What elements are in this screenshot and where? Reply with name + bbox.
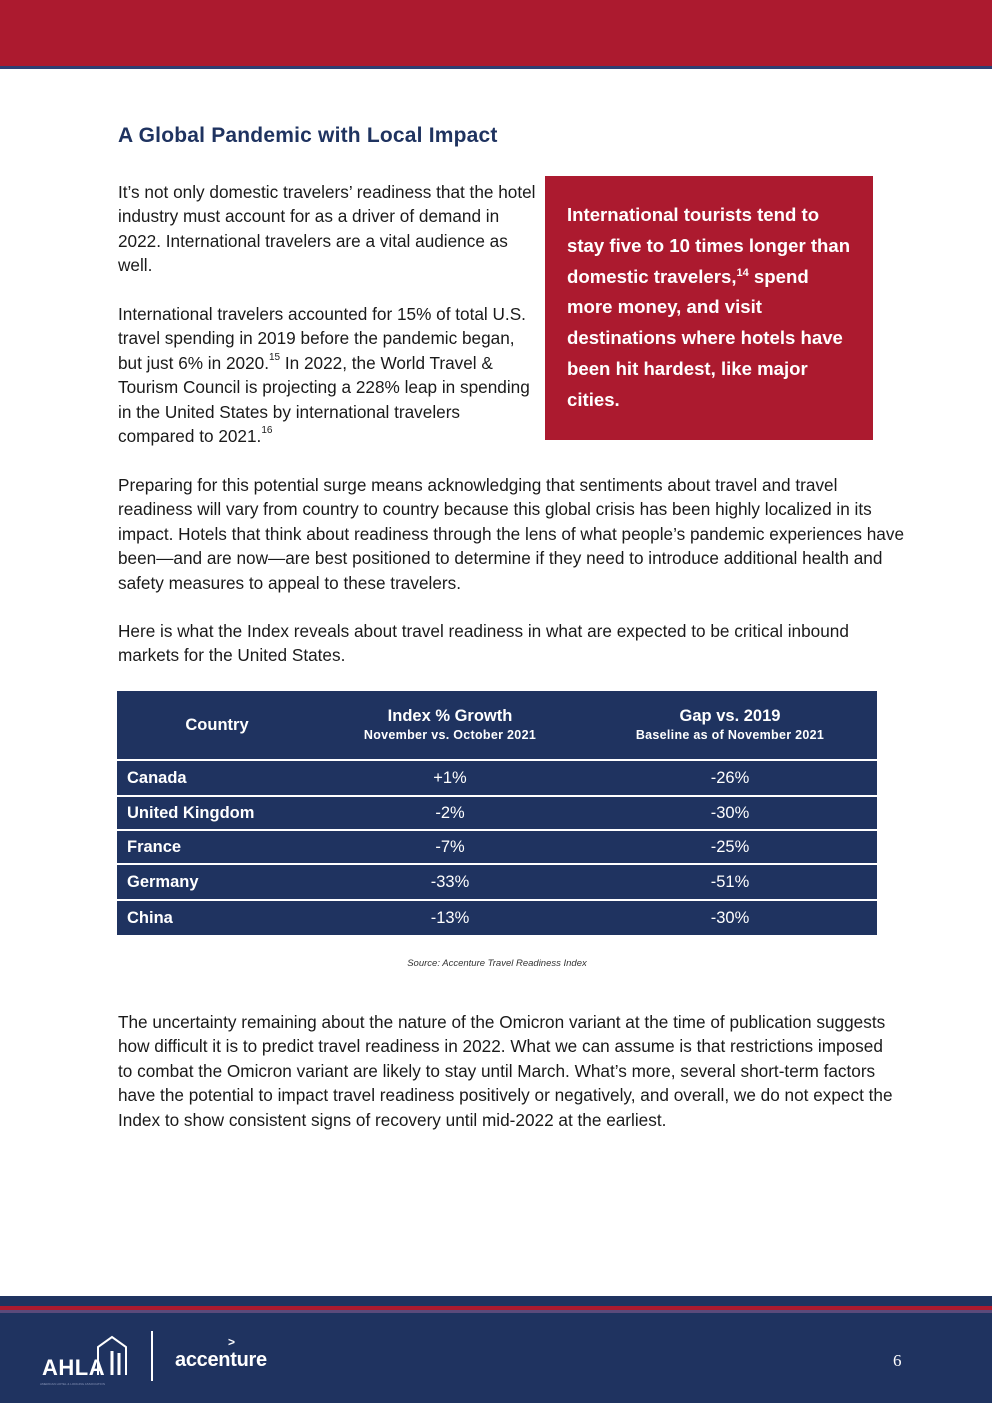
header-growth-label: Index % Growth (387, 707, 513, 725)
country-cell: United Kingdom (117, 795, 317, 829)
ahla-logo-text: AHLA (42, 1355, 106, 1380)
country-cell: China (117, 899, 317, 935)
growth-cell: -33% (317, 863, 583, 899)
spending-paragraph (118, 302, 538, 448)
callout-text-1: International tourists tend to stay five to 10 times longer than domestic travelers, (567, 204, 851, 287)
index-intro-paragraph: Here is what the Index reveals about travel readiness in what are expected to be critical inbound markets for the United States. (118, 621, 849, 666)
growth-cell: -13% (317, 899, 583, 935)
callout-text-2: spend more money, and visit destinations where hotels have been hit hardest, like major cities. (567, 265, 843, 410)
gap-cell: -30% (583, 899, 877, 935)
header-growth-sub: November vs. October 2021 (363, 728, 537, 742)
callout-text (567, 200, 851, 416)
table-header-row (117, 691, 877, 759)
header-gap-sub: Baseline as of November 2021 (635, 728, 825, 742)
accenture-chevron-icon: > (228, 1335, 235, 1349)
header-country (117, 691, 317, 759)
gap-cell: -51% (583, 863, 877, 899)
callout-box (545, 176, 873, 440)
table-row (117, 829, 877, 863)
footnote-ref-14: 14 (736, 266, 749, 279)
top-banner (0, 0, 992, 66)
gap-cell: -30% (583, 795, 877, 829)
gap-cell: -26% (583, 759, 877, 795)
country-cell: Germany (117, 863, 317, 899)
footnote-ref-15: 15 (268, 352, 281, 364)
accenture-logo (175, 1335, 267, 1372)
header-gap-label: Gap vs. 2019 (679, 707, 781, 725)
section-heading: A Global Pandemic with Local Impact (118, 124, 498, 147)
ahla-tagline: AMERICAN HOTEL & LODGING ASSOCIATION (40, 1382, 106, 1386)
page-footer (0, 1313, 992, 1403)
footnote-ref-16: 16 (261, 425, 273, 437)
table-source-note: Source: Accenture Travel Readiness Index (407, 958, 587, 969)
table-row (117, 759, 877, 795)
header-country-label: Country (185, 716, 249, 734)
table-row (117, 899, 877, 935)
country-cell: Canada (117, 759, 317, 795)
readiness-table (117, 691, 877, 935)
spending-text-1: International travelers accounted for 15% of total U.S. travel spending in 2019 before the pandemic began, but just 6% in 2020. (118, 304, 526, 373)
header-growth (317, 691, 583, 759)
top-banner-rule (0, 66, 992, 69)
intro-paragraph: It’s not only domestic travelers’ readiness that the hotel industry must account for as a driver of demand in 2022. International travelers are a vital audience as well. (118, 182, 536, 276)
logo-divider (151, 1331, 153, 1381)
omicron-paragraph: The uncertainty remaining about the nature of the Omicron variant at the time of publication suggests how difficult it is to predict travel readiness in 2022. What we can assume is that restrictions imposed to combat the Omicron variant are likely to stay until March. What’s more, several short-term factors have the potential to impact travel readiness positively or negatively, and overall, we do not expect the Index to show consistent signs of recovery until mid-2022 at the earliest. (118, 1012, 893, 1130)
country-cell: France (117, 829, 317, 863)
spending-text-2: In 2022, the World Travel & Tourism Council is projecting a 228% leap in spending in the United States by international travelers compared to 2021. (118, 352, 530, 447)
growth-cell: +1% (317, 759, 583, 795)
table-row (117, 795, 877, 829)
header-gap (583, 691, 877, 759)
growth-cell: -7% (317, 829, 583, 863)
surge-paragraph: Preparing for this potential surge means acknowledging that sentiments about travel and travel readiness will vary from country to country because this global crisis has been highly localized in its impact. Hotels that think about readiness through the lens of what people’s pandemic experiences have been—and are now—are best positioned to determine if they need to introduce additional health and safety measures to appeal to these travelers. (118, 475, 905, 593)
accenture-logo-text: accenture (175, 1349, 267, 1371)
gap-cell: -25% (583, 829, 877, 863)
ahla-logo (40, 1333, 130, 1389)
footer-rule-navy (0, 1296, 992, 1306)
growth-cell: -2% (317, 795, 583, 829)
page-number: 6 (893, 1351, 902, 1370)
table-row (117, 863, 877, 899)
